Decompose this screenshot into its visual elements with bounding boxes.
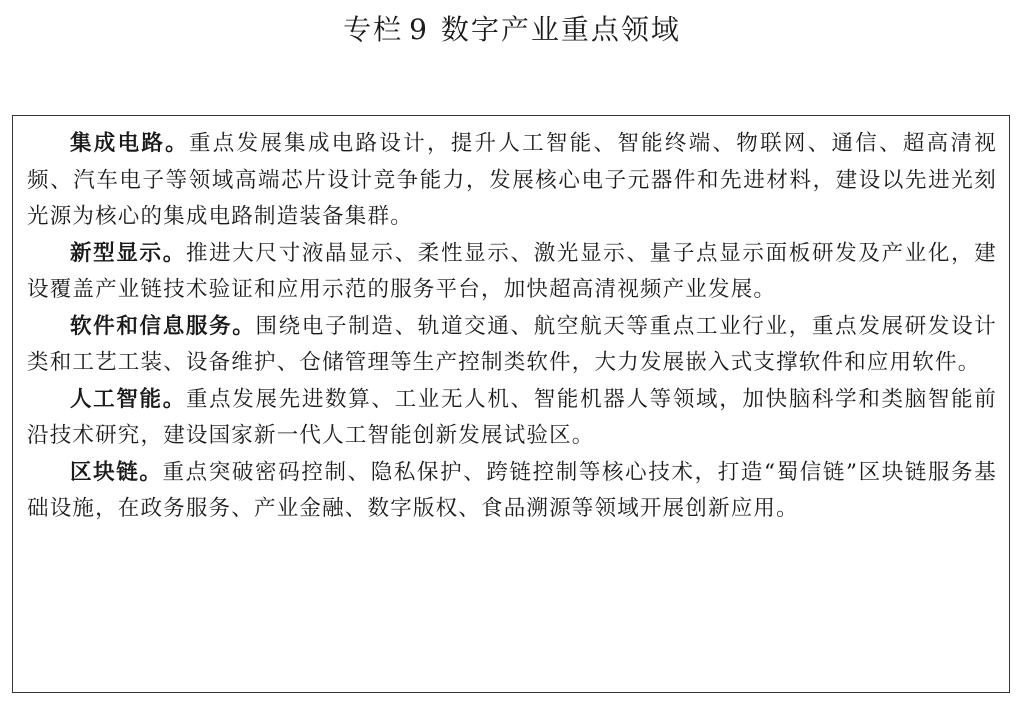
section-body: 推进大尺寸液晶显示、柔性显示、激光显示、量子点显示面板研发及产业化，建设覆盖产业链技术验证和应用示范的服务平台，加快超高清视频产业发展。 xyxy=(27,240,997,302)
content-box xyxy=(12,115,1010,693)
page-title xyxy=(0,10,1024,50)
section-body: 重点突破密码控制、隐私保护、跨链控制等核心技术，打造“蜀信链”区块链服务基础设施，在政务服务、产业金融、数字版权、食品溯源等领域开展创新应用。 xyxy=(27,459,997,521)
section-software-services xyxy=(27,309,997,382)
section-body: 围绕电子制造、轨道交通、航空航天等重点工业行业，重点发展研发设计类和工艺工装、设备维护、仓储管理等生产控制类软件，大力发展嵌入式支撑软件和应用软件。 xyxy=(27,313,997,375)
section-body: 重点发展先进数算、工业无人机、智能机器人等领域，加快脑科学和类脑智能前沿技术研究，建设国家新一代人工智能创新发展试验区。 xyxy=(27,386,997,448)
section-heading: 新型显示。 xyxy=(70,240,186,266)
section-heading: 软件和信息服务。 xyxy=(70,313,256,339)
section-new-display xyxy=(27,236,997,309)
title-number: 9 xyxy=(409,13,429,46)
section-integrated-circuits xyxy=(27,126,997,236)
section-heading: 人工智能。 xyxy=(70,386,186,412)
title-text: 数字产业重点领域 xyxy=(440,13,681,46)
section-artificial-intelligence xyxy=(27,382,997,455)
section-heading: 集成电路。 xyxy=(70,131,189,156)
section-heading: 区块链。 xyxy=(70,459,163,485)
section-blockchain xyxy=(27,455,997,528)
section-body: 重点发展集成电路设计，提升人工智能、智能终端、物联网、通信、超高清视频、汽车电子等领域高端芯片设计竞争能力，发展核心电子元器件和先进材料，建设以先进光刻光源为核心的集成电路制造装备集群。 xyxy=(27,131,997,229)
title-prefix: 专栏 xyxy=(343,13,404,46)
